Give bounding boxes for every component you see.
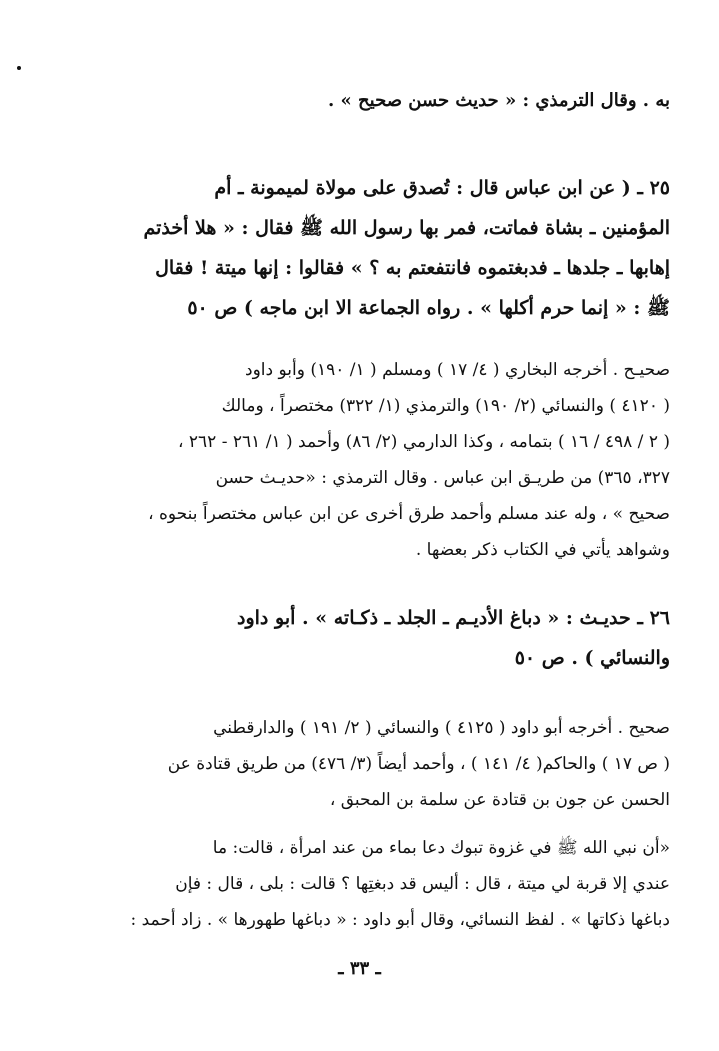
text-line: به . وقال الترمذي : « حديث حسن صحيح » . (328, 90, 670, 111)
takhrij-25-line-1: صحيـح . أخرجه البخاري ( ٤/ ١٧ ) ومسلم ( ١/ ١٩٠) وأبو داود (245, 360, 670, 380)
takhrij-26 (60, 710, 670, 818)
hadith-25-line-4: ﷺ : « إنما حرم أكلها » . رواه الجماعة الا ابن ماجه ) ص ٥٠ (187, 297, 670, 319)
hadith-25-line-2: المؤمنين ـ بشاة فماتت، فمر بها رسول الله ﷺ فقال : « هلا أخذتم (143, 217, 670, 239)
takhrij-26-line-3: الحسن عن جون بن قتادة عن سلمة بن المحبق ، (329, 790, 670, 810)
takhrij-26-line-1: صحيح . أخرجه أبو داود ( ٤١٢٥ ) والنسائي ( ٢/ ١٩١ ) والدارقطني (213, 718, 670, 738)
takhrij-25-line-4: ٣٢٧، ٣٦٥) من طريـق ابن عباس . وقال الترمذي : «حديـث حسن (215, 468, 670, 488)
quote-26-line-3: دباغها ذكاتها » . لفظ النسائي، وقال أبو داود : « دباغها طهورها » . زاد أحمد : (130, 910, 670, 930)
page-speck (17, 66, 21, 70)
quote-26-line-1: «أن نبي الله ﷺ في غزوة تبوك دعا بماء من عند امرأة ، قالت: ما (212, 838, 670, 858)
hadith-25 (60, 168, 670, 328)
hadith-26 (60, 598, 670, 678)
takhrij-25-line-6: وشواهد يأتي في الكتاب ذكر بعضها . (415, 540, 670, 560)
quoted-hadith-26 (60, 830, 670, 938)
takhrij-25 (60, 352, 670, 568)
hadith-25-line-1: ٢٥ ـ ( عن ابن عباس قال : تُصدق على مولاة لميمونة ـ أم (214, 177, 670, 199)
takhrij-25-line-3: ( ٢ / ٤٩٨ / ١٦ ) بتمامه ، وكذا الدارمي (٢/ ٨٦) وأحمد ( ١/ ٢٦١ - ٢٦٢ ، (178, 432, 670, 452)
quote-26-line-2: عندي إلا قربة لي ميتة ، قال : أليس قد دبغتِها ؟ قالت : بلى ، قال : فإن (175, 874, 670, 894)
page-number: ـ ٣٣ ـ (338, 958, 381, 979)
hadith-26-line-1: ٢٦ ـ حديـث : « دباغ الأديـم ـ الجلد ـ ذكـاته » . أبو داود (237, 607, 670, 629)
continuation-line (60, 86, 670, 116)
hadith-26-line-2: والنسائي ) . ص ٥٠ (514, 647, 670, 669)
takhrij-26-line-2: ( ص ١٧ ) والحاكم( ٤/ ١٤١ ) ، وأحمد أيضاً (٣/ ٤٧٦) من طريق قتادة عن (167, 754, 670, 774)
hadith-25-line-3: إهابها ـ جلدها ـ فدبغتموه فانتفعتم به ؟ » فقالوا : إنها ميتة ! فقال (155, 257, 670, 279)
takhrij-25-line-2: ( ٤١٢٠ ) والنسائي (٢/ ١٩٠) والترمذي (١/ ٣٢٢) مختصراً ، ومالك (221, 396, 670, 416)
takhrij-25-line-5: صحيح » ، وله عند مسلم وأحمد طرق أخرى عن ابن عباس مختصراً بنحوه ، (148, 504, 670, 524)
